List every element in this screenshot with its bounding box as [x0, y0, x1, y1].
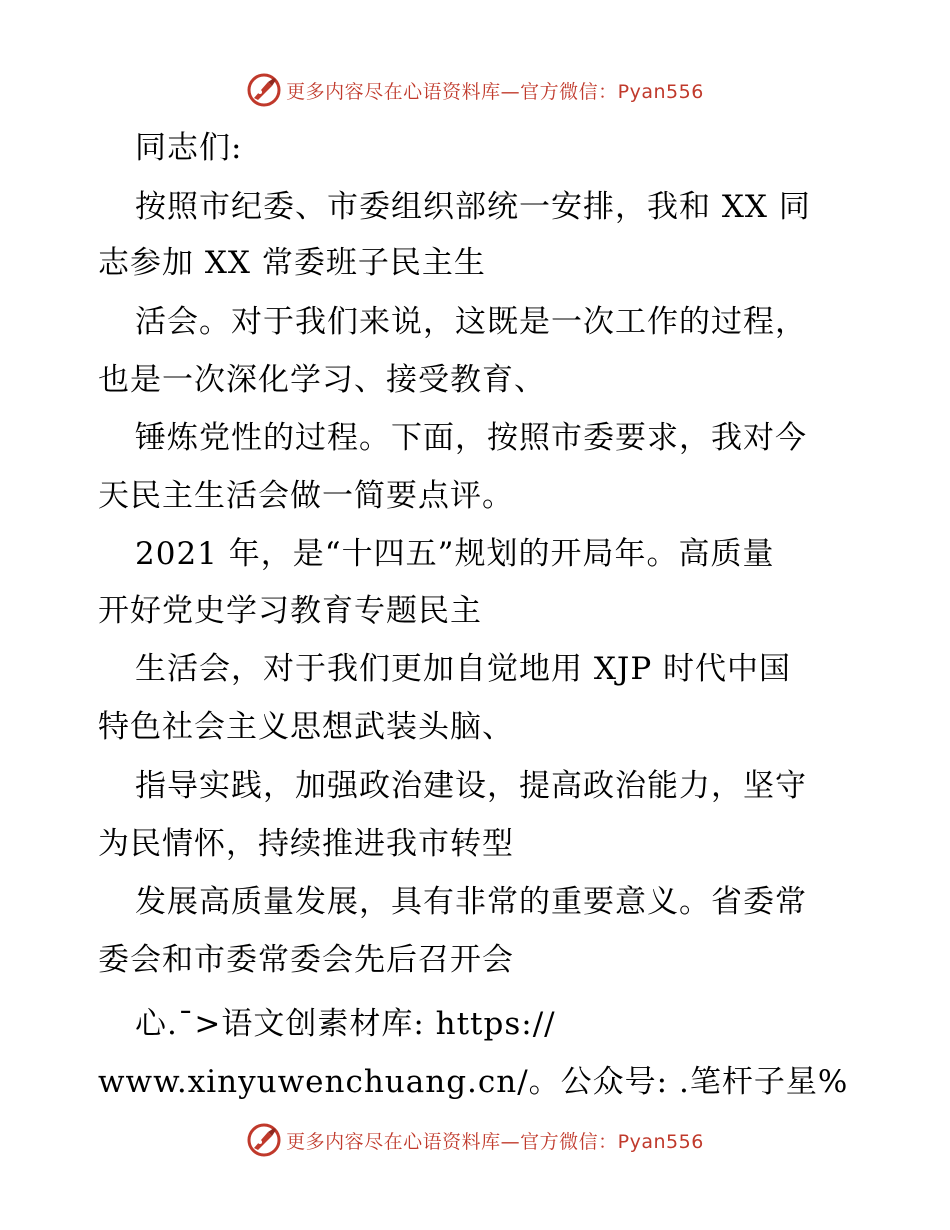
text-line: 锤炼党性的过程。下面，按照市委要求，我对今	[135, 420, 807, 456]
header-watermark-banner	[0, 68, 950, 112]
quill-logo-icon	[246, 1122, 282, 1158]
text-line: 按照市纪委、市委组织部统一安排，我和 XX 同	[135, 189, 811, 225]
text-line: 心.¯>语文创素材库: https://	[135, 1006, 556, 1042]
text-line: 生活会，对于我们更加自觉地用 XJP 时代中国	[135, 651, 792, 687]
quill-logo-icon	[246, 72, 282, 108]
text-line: 2021 年，是“十四五”规划的开局年。高质量	[135, 536, 775, 572]
text-line: 开好党史学习教育专题民主	[98, 593, 482, 629]
text-line: 也是一次深化学习、接受教育、	[98, 362, 546, 398]
text-line: 为民情怀，持续推进我市转型	[98, 826, 514, 862]
text-line: 天民主生活会做一简要点评。	[98, 478, 514, 514]
text-line: 特色社会主义思想武装头脑、	[98, 709, 514, 745]
text-line: 委会和市委常委会先后召开会	[98, 942, 514, 978]
watermark-text: 更多内容尽在心语资料库—官方微信：Pyan556	[286, 1130, 704, 1153]
text-line: 同志们:	[135, 130, 243, 166]
text-line: 指导实践，加强政治建设，提高政治能力，坚守	[135, 768, 807, 804]
watermark-text: 更多内容尽在心语资料库—官方微信：Pyan556	[286, 80, 704, 103]
text-line: 志参加 XX 常委班子民主生	[98, 245, 486, 281]
text-line: 活会。对于我们来说，这既是一次工作的过程，	[135, 304, 807, 340]
text-line: www.xinyuwenchuang.cn/。公众号: .笔杆子星%	[98, 1064, 849, 1100]
footer-watermark-banner	[0, 1118, 950, 1162]
text-line: 发展高质量发展，具有非常的重要意义。省委常	[135, 884, 807, 920]
